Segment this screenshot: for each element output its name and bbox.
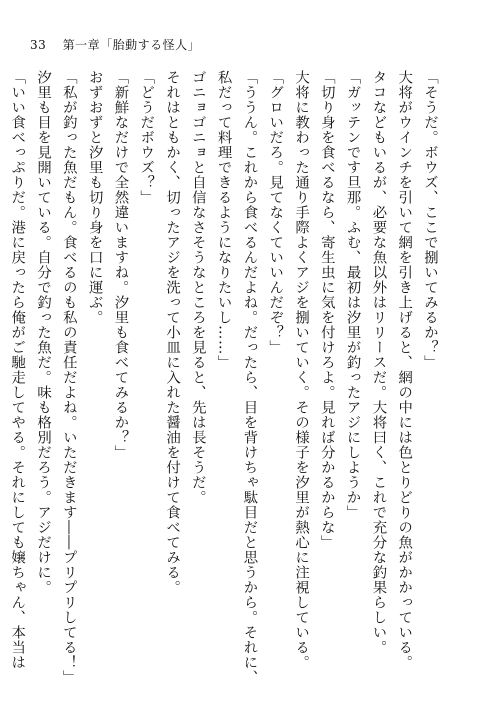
text-line: タコなどもいるが、必要な魚以外はリリースだ。大将曰く、これで充分な釣果らしい。	[370, 70, 387, 655]
text-line: 汐里も目を見開いている。自分で釣った魚だ。味も格別だろう。アジだけに。	[35, 70, 52, 595]
text-line: 「私が釣った魚だもん。食べるのも私の責任だよね。いただきます――プリプリしてる！」	[60, 70, 77, 685]
running-header	[30, 36, 200, 53]
text-line: 「いい食べっぷりだ。港に戻ったら俺がご馳走してやる。それにしても嬢ちゃん、本当は	[9, 70, 26, 670]
text-line: 「切り身を食べるなら、寄生虫に気を付けろよ。見れば分かるからな」	[318, 70, 335, 550]
text-line: 私だって料理できるようになりたいし……」	[215, 70, 232, 370]
text-line: 大将に教わった通り手際よくアジを捌いていく。その様子を汐里が熱心に注視している。	[293, 70, 310, 670]
chapter-title: 第一章「胎動する怪人」	[62, 38, 201, 52]
text-line: それはともかく、切ったアジを洗って小皿に入れた醤油を付けて食べてみる。	[164, 70, 181, 595]
vertical-text-body	[9, 70, 442, 685]
text-line: 「そうだ。ボウズ、ここで捌いてみるか？」	[422, 70, 438, 370]
text-line: 「グロいだろ。見てなくていいんだぞ？」	[267, 70, 284, 355]
text-line: 「どうだボウズ？」	[138, 70, 155, 205]
text-line: おずおずと汐里も切り身を口に運ぶ。	[86, 70, 103, 325]
text-line: ゴニョゴニョと自信なさそうなところを見ると、先は長そうだ。	[189, 70, 206, 505]
text-line: 「ガッテンです旦那。ふむ、最初は汐里が釣ったアジにしようか」	[344, 70, 361, 520]
page-number: 33	[30, 38, 47, 52]
text-line: 大将がウインチを引いて網を引き上げると、網の中には色とりどりの魚がかかっている。	[396, 70, 413, 670]
text-line: 「ううん。これから食べるんだよね。だったら、目を背けちゃ駄目だと思うから。それに、	[241, 70, 258, 685]
text-line: 「新鮮なだけで全然違いますね。汐里も食べてみるか？」	[112, 70, 129, 460]
